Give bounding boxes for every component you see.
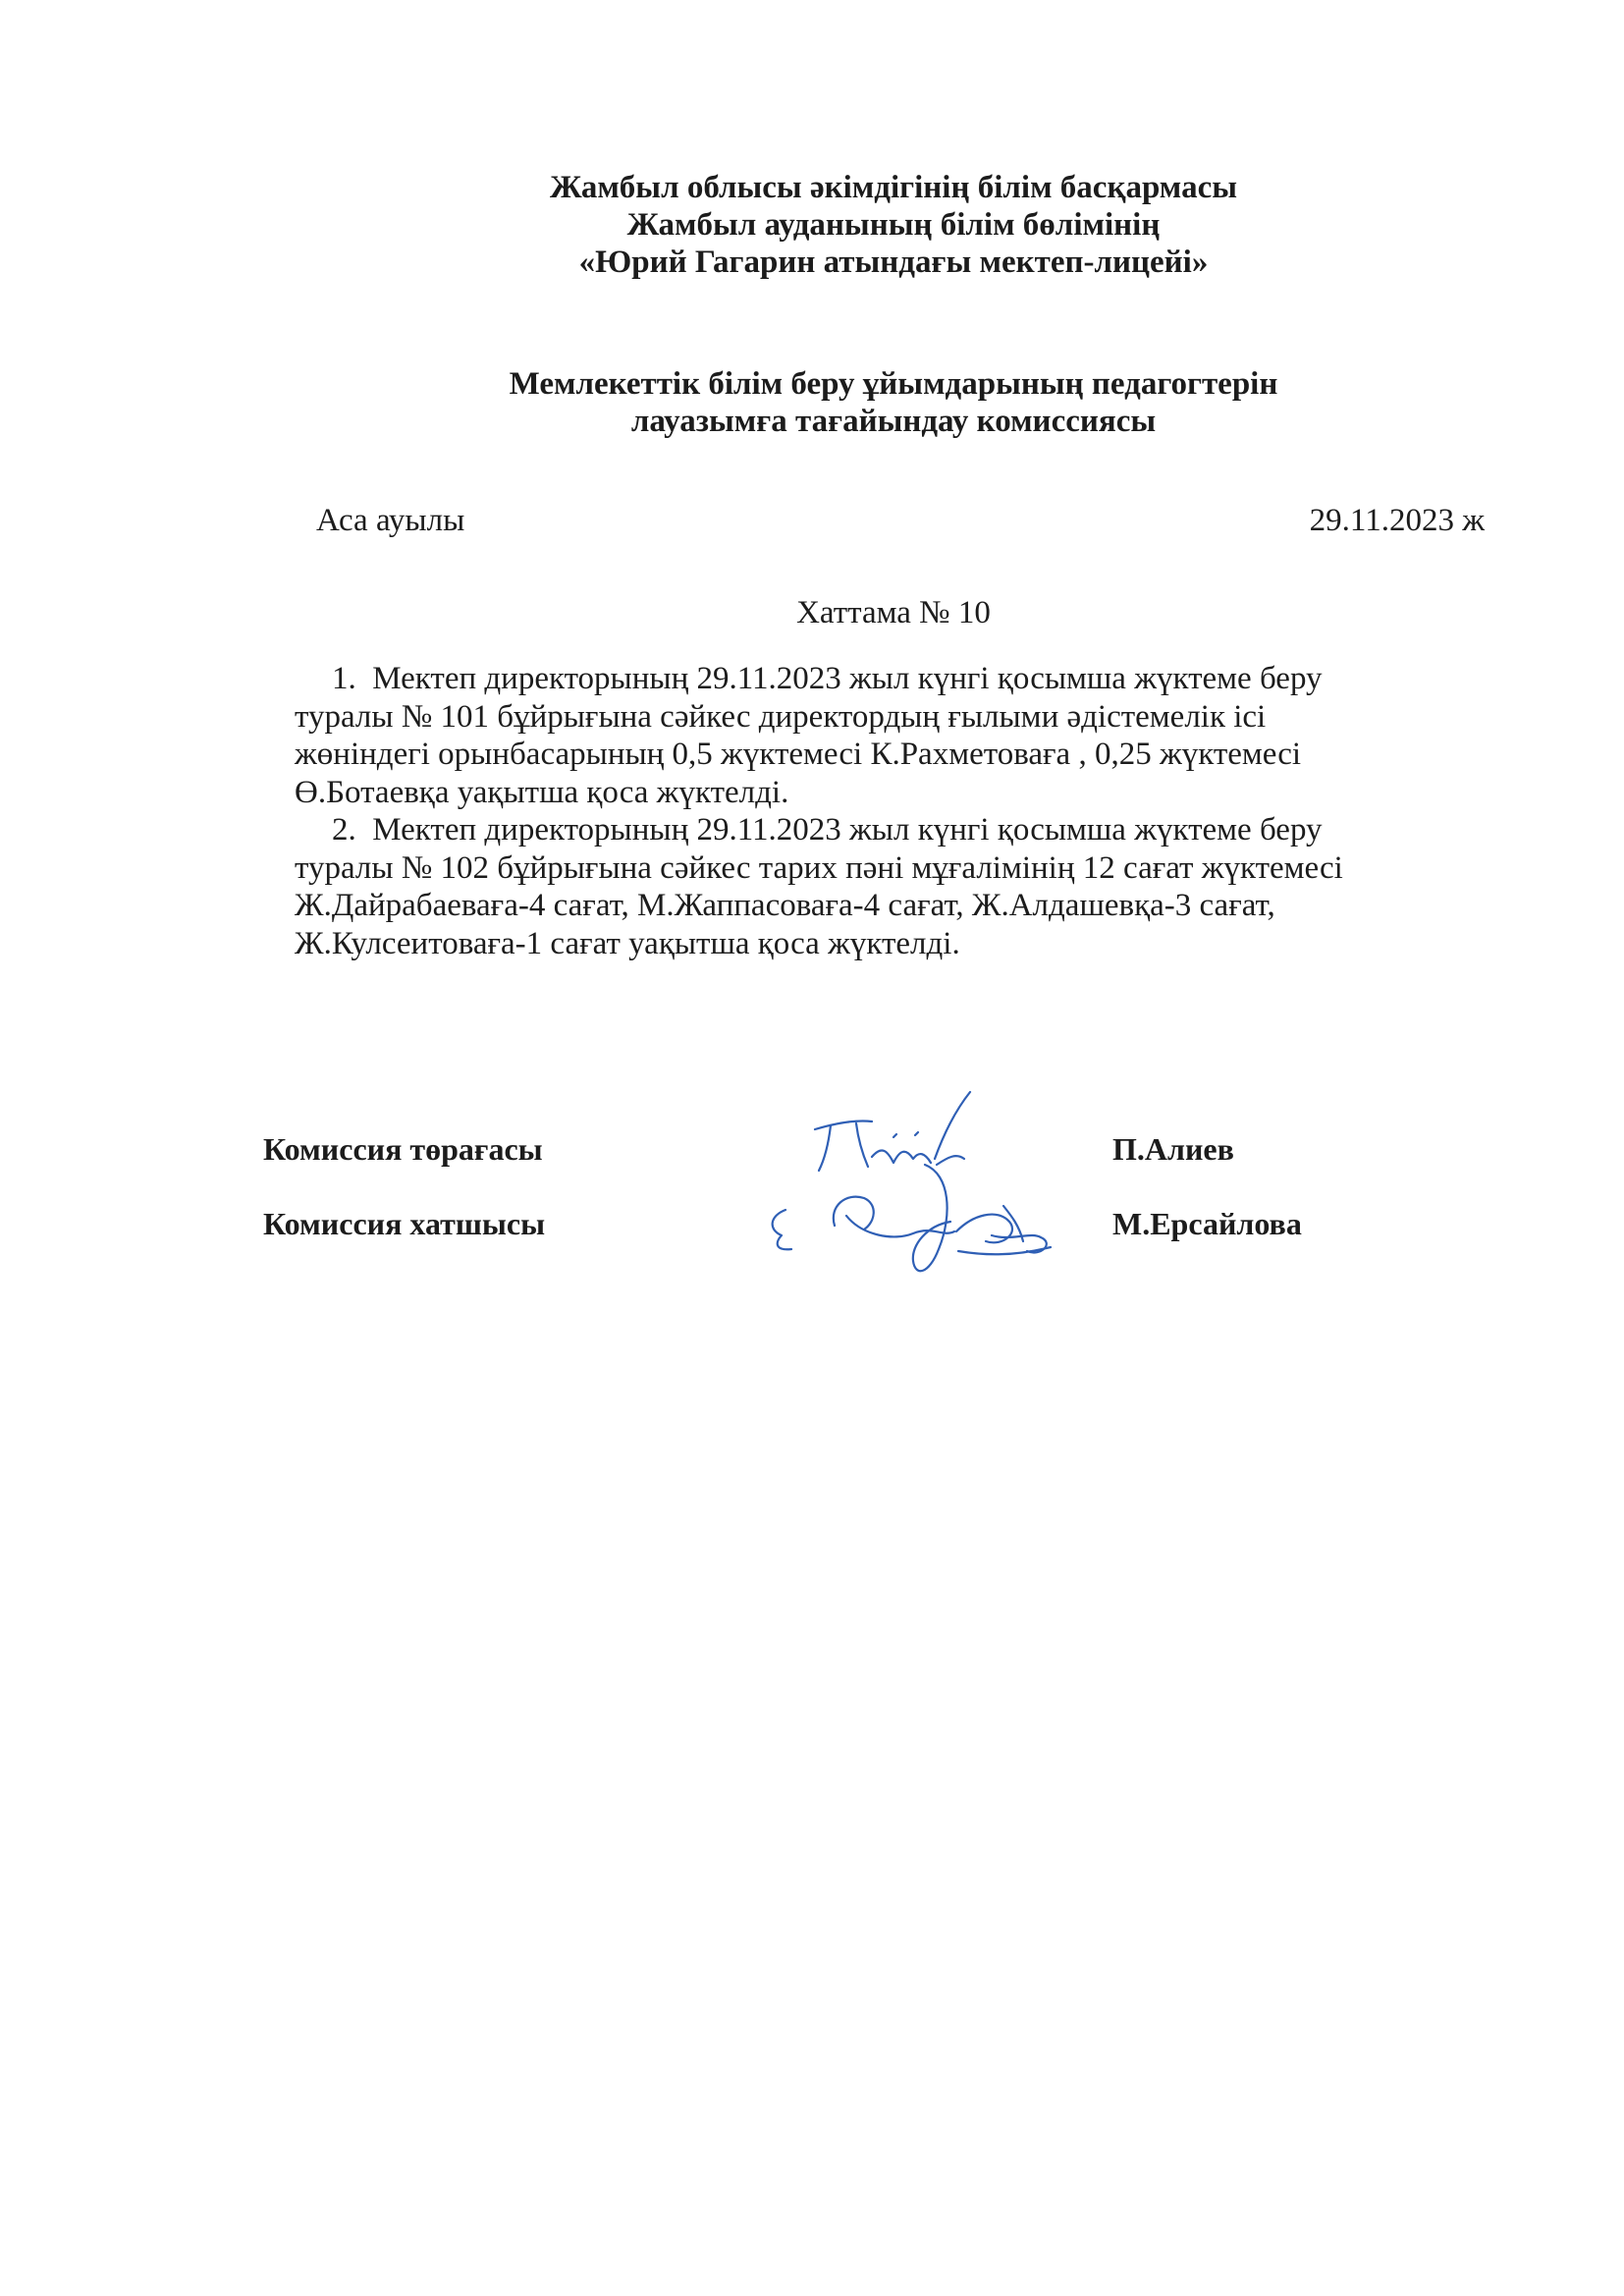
item-1-line-4: Ө.Ботаевқа уақытша қоса жүктелді. bbox=[295, 774, 789, 810]
item-2-number: 2. bbox=[332, 812, 356, 847]
list-item bbox=[259, 811, 1536, 962]
item-1-line-1 bbox=[259, 660, 1536, 698]
secretary-name: М.Ерсайлова bbox=[1112, 1206, 1302, 1241]
org-line-1: Жамбыл облысы әкімдігінің білім басқармасы bbox=[550, 170, 1237, 205]
item-1-text-1: Мектеп директорының 29.11.2023 жыл күнгі қосымша жүктеме беру bbox=[372, 661, 1323, 696]
commission-line-2: лауазымға тағайындау комиссиясы bbox=[630, 404, 1157, 439]
item-1-line-3: жөніндегі орынбасарының 0,5 жүктемесі К.Рахметоваға , 0,25 жүктемесі bbox=[295, 737, 1302, 772]
item-2-line-2: туралы № 102 бұйрығына сәйкес тарих пәні мұғалімінің 12 сағат жүктемесі bbox=[295, 849, 1343, 886]
date-text: 29.11.2023 ж bbox=[1309, 503, 1485, 538]
commission-header bbox=[255, 365, 1532, 440]
org-line-3: «Юрий Гагарин атындағы мектеп-лицейі» bbox=[578, 245, 1209, 280]
list-item bbox=[259, 660, 1536, 811]
protocol-body bbox=[259, 660, 1536, 962]
handwritten-signatures bbox=[746, 1068, 1100, 1304]
item-2-line-3: Ж.Дайрабаеваға-4 сағат, М.Жаппасоваға-4 сағат, Ж.Алдашевқа-3 сағат, bbox=[295, 888, 1275, 923]
item-1-line-2: туралы № 101 бұйрығына сәйкес директордың ғылыми әдістемелік ісі bbox=[295, 698, 1267, 735]
item-2-line-1 bbox=[259, 811, 1536, 849]
item-2-text-1: Мектеп директорының 29.11.2023 жыл күнгі қосымша жүктеме беру bbox=[372, 812, 1323, 847]
chair-name: П.Алиев bbox=[1112, 1131, 1234, 1167]
org-line-2: Жамбыл ауданының білім бөлімінің bbox=[626, 207, 1161, 243]
organization-header bbox=[255, 169, 1532, 281]
place-text: Аса ауылы bbox=[316, 503, 465, 538]
signature-ink bbox=[746, 1068, 1100, 1304]
place-date-row bbox=[316, 499, 1485, 542]
item-2-line-4: Ж.Кулсеитоваға-1 сағат уақытша қоса жүктелді. bbox=[295, 925, 960, 961]
chair-role: Комиссия төрағасы bbox=[263, 1131, 543, 1167]
protocol-title: Хаттама № 10 bbox=[796, 595, 991, 630]
item-1-number: 1. bbox=[332, 661, 356, 696]
secretary-role: Комиссия хатшысы bbox=[263, 1206, 546, 1241]
commission-line-1: Мемлекеттік білім беру ұйымдарының педагогтерін bbox=[509, 366, 1278, 402]
